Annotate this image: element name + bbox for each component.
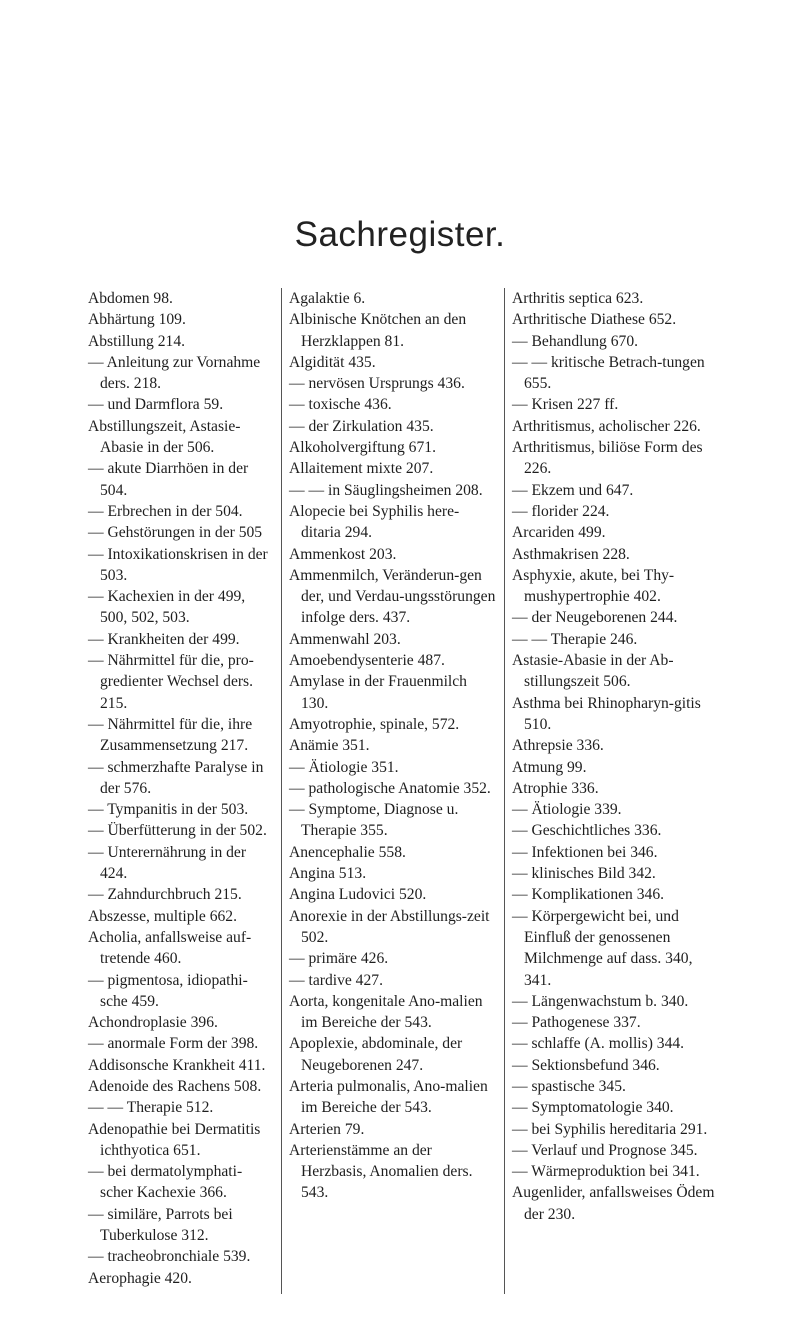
index-entry: Alkoholvergiftung 671. [289, 439, 436, 457]
index-entry: Albinische Knötchen an den Herzklappen 81. [289, 311, 467, 350]
index-entry: — schmerzhafte Paralyse in der 576. [88, 758, 264, 797]
index-entry: Amylase in der Frauenmilch 130. [289, 673, 467, 712]
index-entry: — pathologische Anatomie 352. [289, 779, 491, 797]
index-entry: Arterienstämme an der Herzbasis, Anomalien ders. 543. [289, 1141, 473, 1202]
index-entry: Angina Ludovici 520. [289, 886, 427, 904]
index-entry: Adenoide des Rachens 508. [88, 1077, 262, 1095]
index-entry: Arthritis septica 623. [512, 290, 644, 307]
index-entry: Asthmakrisen 228. [512, 545, 630, 563]
index-entry: Aorta, kongenitale Ano-malien im Bereiche der 543. [289, 992, 483, 1032]
index-entry: — Ätiologie 351. [289, 758, 399, 776]
index-entry: Arthritische Diathese 652. [512, 311, 677, 329]
index-entry: — der Neugeborenen 244. [512, 609, 678, 627]
index-entry: — Sektionsbefund 346. [512, 1056, 660, 1074]
index-entry: — similäre, Parrots bei Tuberkulose 312. [88, 1205, 233, 1245]
index-entry: — Nährmittel für die, ihre Zusammensetzung 217. [88, 715, 253, 755]
index-entry: Asthma bei Rhinopharyn-gitis 510. [512, 694, 701, 733]
index-entry: — Kachexien in der 499, 500, 502, 503. [88, 588, 246, 627]
index-entry: — Symptome, Diagnose u. Therapie 355. [289, 801, 459, 840]
index-entry: — — in Säuglingsheimen 208. [289, 481, 483, 499]
index-entry: — Geschichtliches 336. [512, 822, 662, 840]
index-entry: Abszesse, multiple 662. [88, 907, 237, 925]
index-entry: Abstillungszeit, Astasie-Abasie in der 506. [88, 417, 241, 457]
index-column-1 [88, 288, 274, 1289]
index-entry: Acholia, anfallsweise auf-tretende 460. [88, 928, 252, 968]
index-entry: — pigmentosa, idiopathi-sche 459. [88, 971, 248, 1010]
index-entry: Angina 513. [289, 865, 367, 883]
index-entry: Alopecie bei Syphilis here-ditaria 294. [289, 502, 460, 542]
index-entry: — Erbrechen in der 504. [88, 502, 243, 520]
index-entry: — Verlauf und Prognose 345. [512, 1141, 698, 1159]
index-entry: Arthritismus, biliöse Form des 226. [512, 439, 703, 478]
index-entry: — und Darmflora 59. [88, 396, 224, 414]
index-entry: — nervösen Ursprungs 436. [289, 375, 465, 393]
index-entry: — primäre 426. [289, 950, 389, 968]
index-entry: — anormale Form der 398. [88, 1035, 259, 1053]
index-entry: — Unterernährung in der 424. [88, 843, 247, 883]
index-entry: — akute Diarrhöen in der 504. [88, 460, 249, 499]
index-entry: Atrophie 336. [512, 779, 599, 797]
index-entry: Athrepsie 336. [512, 737, 604, 755]
column-divider [281, 288, 282, 1294]
index-entry: Amoebendysenterie 487. [289, 652, 445, 670]
index-entry: Abhärtung 109. [88, 311, 186, 329]
index-entry: Ammenmilch, Veränderun-gen der, und Verdau-ungsstörungen infolge ders. 437. [289, 566, 496, 627]
index-entry: Ammenwahl 203. [289, 630, 401, 648]
index-entry: Aerophagie 420. [88, 1269, 192, 1287]
index-entry: — Zahndurchbruch 215. [88, 886, 242, 904]
index-entry: — Pathogenese 337. [512, 1014, 641, 1032]
index-entry: Apoplexie, abdominale, der Neugeborenen 247. [289, 1035, 463, 1074]
index-entry: Anämie 351. [289, 737, 370, 755]
index-entry: — Komplikationen 346. [512, 886, 665, 904]
index-entry: Atmung 99. [512, 758, 587, 776]
index-entry: — tracheobronchiale 539. [88, 1248, 251, 1266]
index-entry: — der Zirkulation 435. [289, 417, 434, 435]
index-entry: — bei dermatolymphati-scher Kachexie 366. [88, 1163, 243, 1202]
index-entry: Addisonsche Krankheit 411. [88, 1056, 266, 1074]
index-entry: — Anleitung zur Vornahme ders. 218. [88, 353, 261, 393]
index-entry: — schlaffe (A. mollis) 344. [512, 1035, 685, 1053]
index-entry: — Ekzem und 647. [512, 481, 634, 499]
index-entry: — Körpergewicht bei, und Einfluß der genossenen Milchmenge auf dass. 340, 341. [512, 907, 693, 989]
index-entry: — florider 224. [512, 502, 610, 520]
index-entry: — Ätiologie 339. [512, 801, 622, 819]
index-entry: Anencephalie 558. [289, 843, 406, 861]
index-entry: Amyotrophie, spinale, 572. [289, 715, 460, 733]
column-divider [504, 288, 505, 1294]
index-entry: Abstillung 214. [88, 332, 186, 350]
index-entry: — — kritische Betrach-tungen 655. [512, 353, 705, 393]
index-entry: — klinisches Bild 342. [512, 865, 656, 883]
index-entry: Anorexie in der Abstillungs-zeit 502. [289, 907, 490, 946]
index-entry: Abdomen 98. [88, 290, 173, 307]
index-entry: — tardive 427. [289, 971, 383, 989]
index-entry: Agalaktie 6. [289, 290, 366, 307]
index-entry: — — Therapie 246. [512, 630, 638, 648]
index-entry: — Krisen 227 ff. [512, 396, 619, 414]
index-entry: — Wärmeproduktion bei 341. [512, 1163, 700, 1181]
index-entry: Arcariden 499. [512, 524, 606, 542]
index-entry: — bei Syphilis hereditaria 291. [512, 1120, 708, 1138]
index-entry: Asphyxie, akute, bei Thy-mushypertrophie 402. [512, 566, 675, 606]
index-entry: Allaitement mixte 207. [289, 460, 434, 478]
index-entry: — Krankheiten der 499. [88, 630, 240, 648]
index-entry: — Tympanitis in der 503. [88, 801, 249, 819]
index-entry: — — Therapie 512. [88, 1099, 214, 1117]
index-entry: — Längenwachstum b. 340. [512, 992, 689, 1010]
index-entry: Astasie-Abasie in der Ab-stillungszeit 506. [512, 652, 674, 691]
index-entry: — Behandlung 670. [512, 332, 639, 350]
index-entry: — toxische 436. [289, 396, 392, 414]
index-entry: Achondroplasie 396. [88, 1014, 218, 1032]
page-title: Sachregister. [294, 215, 506, 254]
index-entry: Arterien 79. [289, 1120, 365, 1138]
index-entry: — Überfütterung in der 502. [88, 822, 267, 840]
index-entry: — Gehstörungen in der 505 [88, 524, 263, 542]
index-column-2 [289, 288, 497, 1204]
index-column-3 [512, 288, 722, 1225]
index-entry: Arthritismus, acholischer 226. [512, 417, 701, 435]
index-entry: Algidität 435. [289, 353, 376, 371]
index-entry: — Nährmittel für die, pro-gredienter Wechsel ders. 215. [88, 652, 254, 712]
index-entry: Ammenkost 203. [289, 545, 397, 563]
index-entry: Arteria pulmonalis, Ano-malien im Bereiche der 543. [289, 1077, 488, 1117]
index-entry: — Symptomatologie 340. [512, 1099, 674, 1117]
index-entry: Adenopathie bei Dermatitis ichthyotica 651. [88, 1120, 261, 1159]
index-entry: — Infektionen bei 346. [512, 843, 658, 861]
index-entry: — Intoxikationskrisen in der 503. [88, 545, 268, 584]
index-entry: Augenlider, anfallsweises Ödem der 230. [512, 1184, 715, 1223]
index-entry: — spastische 345. [512, 1077, 626, 1095]
